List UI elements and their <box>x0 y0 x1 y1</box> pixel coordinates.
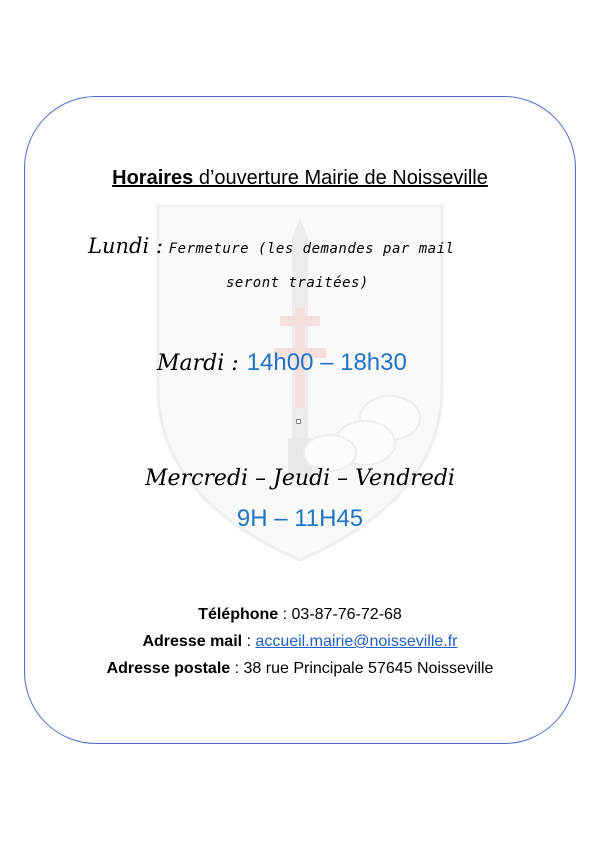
other-days-hours: 9H – 11H45 <box>236 505 364 532</box>
phone-separator: : <box>278 606 292 623</box>
title-rest: d’ouverture Mairie de Noisseville <box>193 167 488 189</box>
title-bold-word: Horaires <box>112 167 194 189</box>
schedule-lundi <box>88 232 548 263</box>
anchor-marker <box>296 419 301 424</box>
lundi-day-label: Lundi : <box>88 234 163 258</box>
mail-label: Adresse mail <box>142 633 243 650</box>
post-label: Adresse postale <box>106 660 231 677</box>
page-title <box>0 165 600 191</box>
mardi-day-label: Mardi : <box>157 351 239 376</box>
post-separator: : <box>230 660 244 677</box>
mardi-hours: 14h00 – 18h30 <box>246 349 407 376</box>
mail-separator: : <box>242 633 256 650</box>
post-value: 38 rue Principale 57645 Noisseville <box>243 660 494 677</box>
lundi-note-line1: Fermeture (les demandes par mail <box>168 241 455 257</box>
contact-phone <box>0 604 600 626</box>
schedule-mardi <box>157 348 407 379</box>
phone-label: Téléphone <box>198 606 279 623</box>
phone-value: 03-87-76-72-68 <box>291 606 402 623</box>
contact-address <box>0 658 600 680</box>
contact-email <box>0 631 600 653</box>
other-days-label: Mercredi – Jeudi – Vendredi <box>145 466 455 491</box>
lundi-note-line2: seront traitées) <box>226 275 369 291</box>
email-link[interactable]: accueil.mairie@noisseville.fr <box>255 633 458 650</box>
